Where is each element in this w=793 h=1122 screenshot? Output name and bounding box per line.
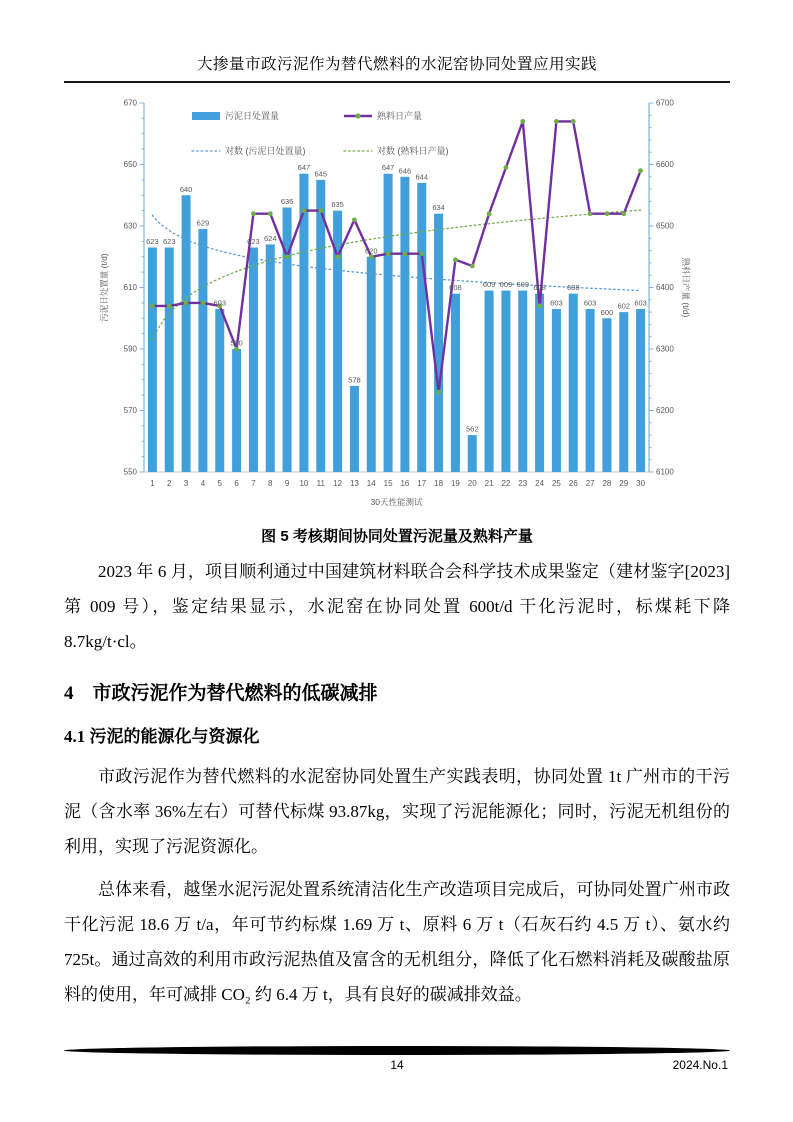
svg-text:623: 623: [162, 237, 176, 247]
svg-text:600: 600: [600, 307, 614, 317]
svg-text:污泥日处置量 (t/d): 污泥日处置量 (t/d): [99, 253, 109, 322]
svg-text:4: 4: [200, 479, 206, 488]
svg-text:27: 27: [585, 479, 595, 488]
svg-text:9: 9: [284, 479, 290, 488]
issue-label: 2024.No.1: [672, 1058, 728, 1072]
svg-text:对数 (污泥日处置量): 对数 (污泥日处置量): [225, 146, 306, 156]
svg-text:10: 10: [299, 479, 309, 488]
svg-text:644: 644: [415, 172, 429, 182]
svg-text:6400: 6400: [656, 283, 674, 292]
svg-text:620: 620: [364, 246, 378, 256]
svg-text:5: 5: [217, 479, 222, 488]
svg-text:570: 570: [123, 406, 137, 415]
svg-text:28: 28: [602, 479, 612, 488]
svg-text:15: 15: [383, 479, 393, 488]
svg-text:635: 635: [331, 200, 344, 210]
svg-text:550: 550: [123, 467, 137, 477]
svg-text:13: 13: [349, 479, 359, 488]
svg-text:18: 18: [434, 479, 444, 488]
chart-area: [94, 94, 730, 521]
svg-text:6: 6: [234, 479, 239, 488]
svg-text:608: 608: [533, 283, 546, 293]
svg-text:对数 (熟料日产量): 对数 (熟料日产量): [377, 146, 449, 156]
svg-text:624: 624: [263, 233, 277, 243]
svg-text:636: 636: [280, 197, 294, 207]
svg-text:634: 634: [432, 203, 445, 213]
svg-text:670: 670: [123, 98, 137, 108]
svg-text:608: 608: [566, 283, 580, 293]
svg-text:6300: 6300: [656, 344, 674, 354]
footer: [64, 1058, 730, 1076]
paragraph-appraisal: 2023 年 6 月，项目顺利通过中国建筑材料联合会科学技术成果鉴定（建材鉴字[2023]第 009 号），鉴定结果显示，水泥窑在协同处置 600t/d 干化污泥时，标煤耗下降 8.7kg/t·cl。: [64, 562, 730, 651]
running-head: 大掺量市政污泥作为替代燃料的水泥窑协同处置应用实践: [196, 56, 597, 73]
footer-bar: [64, 1046, 730, 1055]
svg-text:646: 646: [398, 166, 412, 176]
svg-text:12: 12: [333, 479, 343, 488]
svg-text:22: 22: [501, 479, 511, 488]
svg-text:603: 603: [634, 298, 647, 308]
svg-text:熟料日产量 (t/d): 熟料日产量 (t/d): [681, 257, 691, 318]
svg-text:650: 650: [123, 160, 137, 169]
svg-text:24: 24: [535, 479, 545, 488]
svg-text:11: 11: [316, 479, 325, 488]
svg-text:603: 603: [583, 298, 597, 308]
svg-text:645: 645: [314, 169, 328, 179]
header-rule: [64, 81, 730, 83]
svg-text:8: 8: [268, 479, 273, 488]
section-heading-4-1: 4.1 污泥的能源化与资源化: [64, 727, 260, 746]
paragraph-overall-benefit: 总体来看，越堡水泥污泥处置系统清洁化生产改造项目完成后，可协同处置广州市政干化污泥 18.6 万 t/a，年可节约标煤 1.69 万 t、原料 6 万 t（石灰石约 4.5 万 t）、氨水约 725t。通过高效的利用市政污泥热值及富含的无机组分，降低了化石燃料消耗及碳酸盐原料的使用，年可减排 CO₂ 约 6.4 万 t，具有良好的碳减排效益。: [64, 880, 730, 1004]
svg-text:6700: 6700: [656, 98, 674, 108]
svg-text:6200: 6200: [656, 406, 674, 415]
svg-text:609: 609: [482, 280, 496, 290]
svg-text:609: 609: [499, 280, 513, 290]
paragraph-energy-resource: 市政污泥作为替代燃料的水泥窑协同处置生产实践表明，协同处置 1t 广州市的干污泥（含水率 36%左右）可替代标煤 93.87kg，实现了污泥能源化；同时，污泥无机组份的利用，实现了污泥资源化。: [64, 767, 730, 856]
svg-text:25: 25: [551, 479, 561, 488]
svg-text:608: 608: [449, 283, 462, 293]
svg-text:562: 562: [465, 424, 479, 434]
svg-text:603: 603: [550, 298, 563, 308]
svg-text:609: 609: [516, 280, 530, 290]
svg-text:6500: 6500: [656, 221, 674, 231]
svg-text:3: 3: [183, 479, 189, 488]
svg-text:污泥日处置量: 污泥日处置量: [225, 111, 280, 121]
svg-text:30: 30: [636, 479, 646, 488]
svg-text:623: 623: [146, 237, 159, 247]
svg-text:2: 2: [167, 479, 172, 488]
figure-5: [64, 94, 730, 546]
svg-text:610: 610: [123, 283, 137, 292]
svg-text:623: 623: [247, 237, 260, 247]
combo-chart: [94, 94, 699, 516]
svg-text:590: 590: [230, 338, 243, 348]
svg-text:578: 578: [348, 375, 361, 385]
svg-text:17: 17: [417, 479, 427, 488]
svg-text:1: 1: [150, 479, 155, 488]
section-heading-4: 4 市政污泥作为替代燃料的低碳减排: [64, 683, 378, 704]
figure-caption: 图 5 考核期间协同处置污泥量及熟料产量: [261, 528, 533, 545]
svg-text:19: 19: [450, 479, 460, 488]
page-number: 14: [390, 1058, 404, 1072]
svg-text:603: 603: [213, 298, 227, 308]
svg-text:630: 630: [123, 221, 137, 231]
svg-text:602: 602: [617, 301, 631, 311]
svg-text:29: 29: [619, 479, 629, 488]
svg-text:640: 640: [179, 184, 193, 194]
svg-text:647: 647: [297, 163, 311, 173]
svg-text:590: 590: [123, 344, 137, 354]
svg-text:30天性能测试: 30天性能测试: [370, 497, 423, 507]
svg-text:20: 20: [467, 479, 477, 488]
svg-text:6100: 6100: [656, 467, 674, 477]
svg-text:21: 21: [484, 479, 494, 488]
svg-text:6600: 6600: [656, 160, 674, 169]
svg-text:647: 647: [381, 163, 395, 173]
svg-text:14: 14: [366, 479, 376, 488]
svg-text:23: 23: [518, 479, 528, 488]
svg-text:熟料日产量: 熟料日产量: [377, 111, 423, 121]
svg-text:16: 16: [400, 479, 410, 488]
svg-text:26: 26: [568, 479, 578, 488]
svg-text:629: 629: [196, 218, 210, 228]
svg-text:7: 7: [251, 479, 256, 488]
